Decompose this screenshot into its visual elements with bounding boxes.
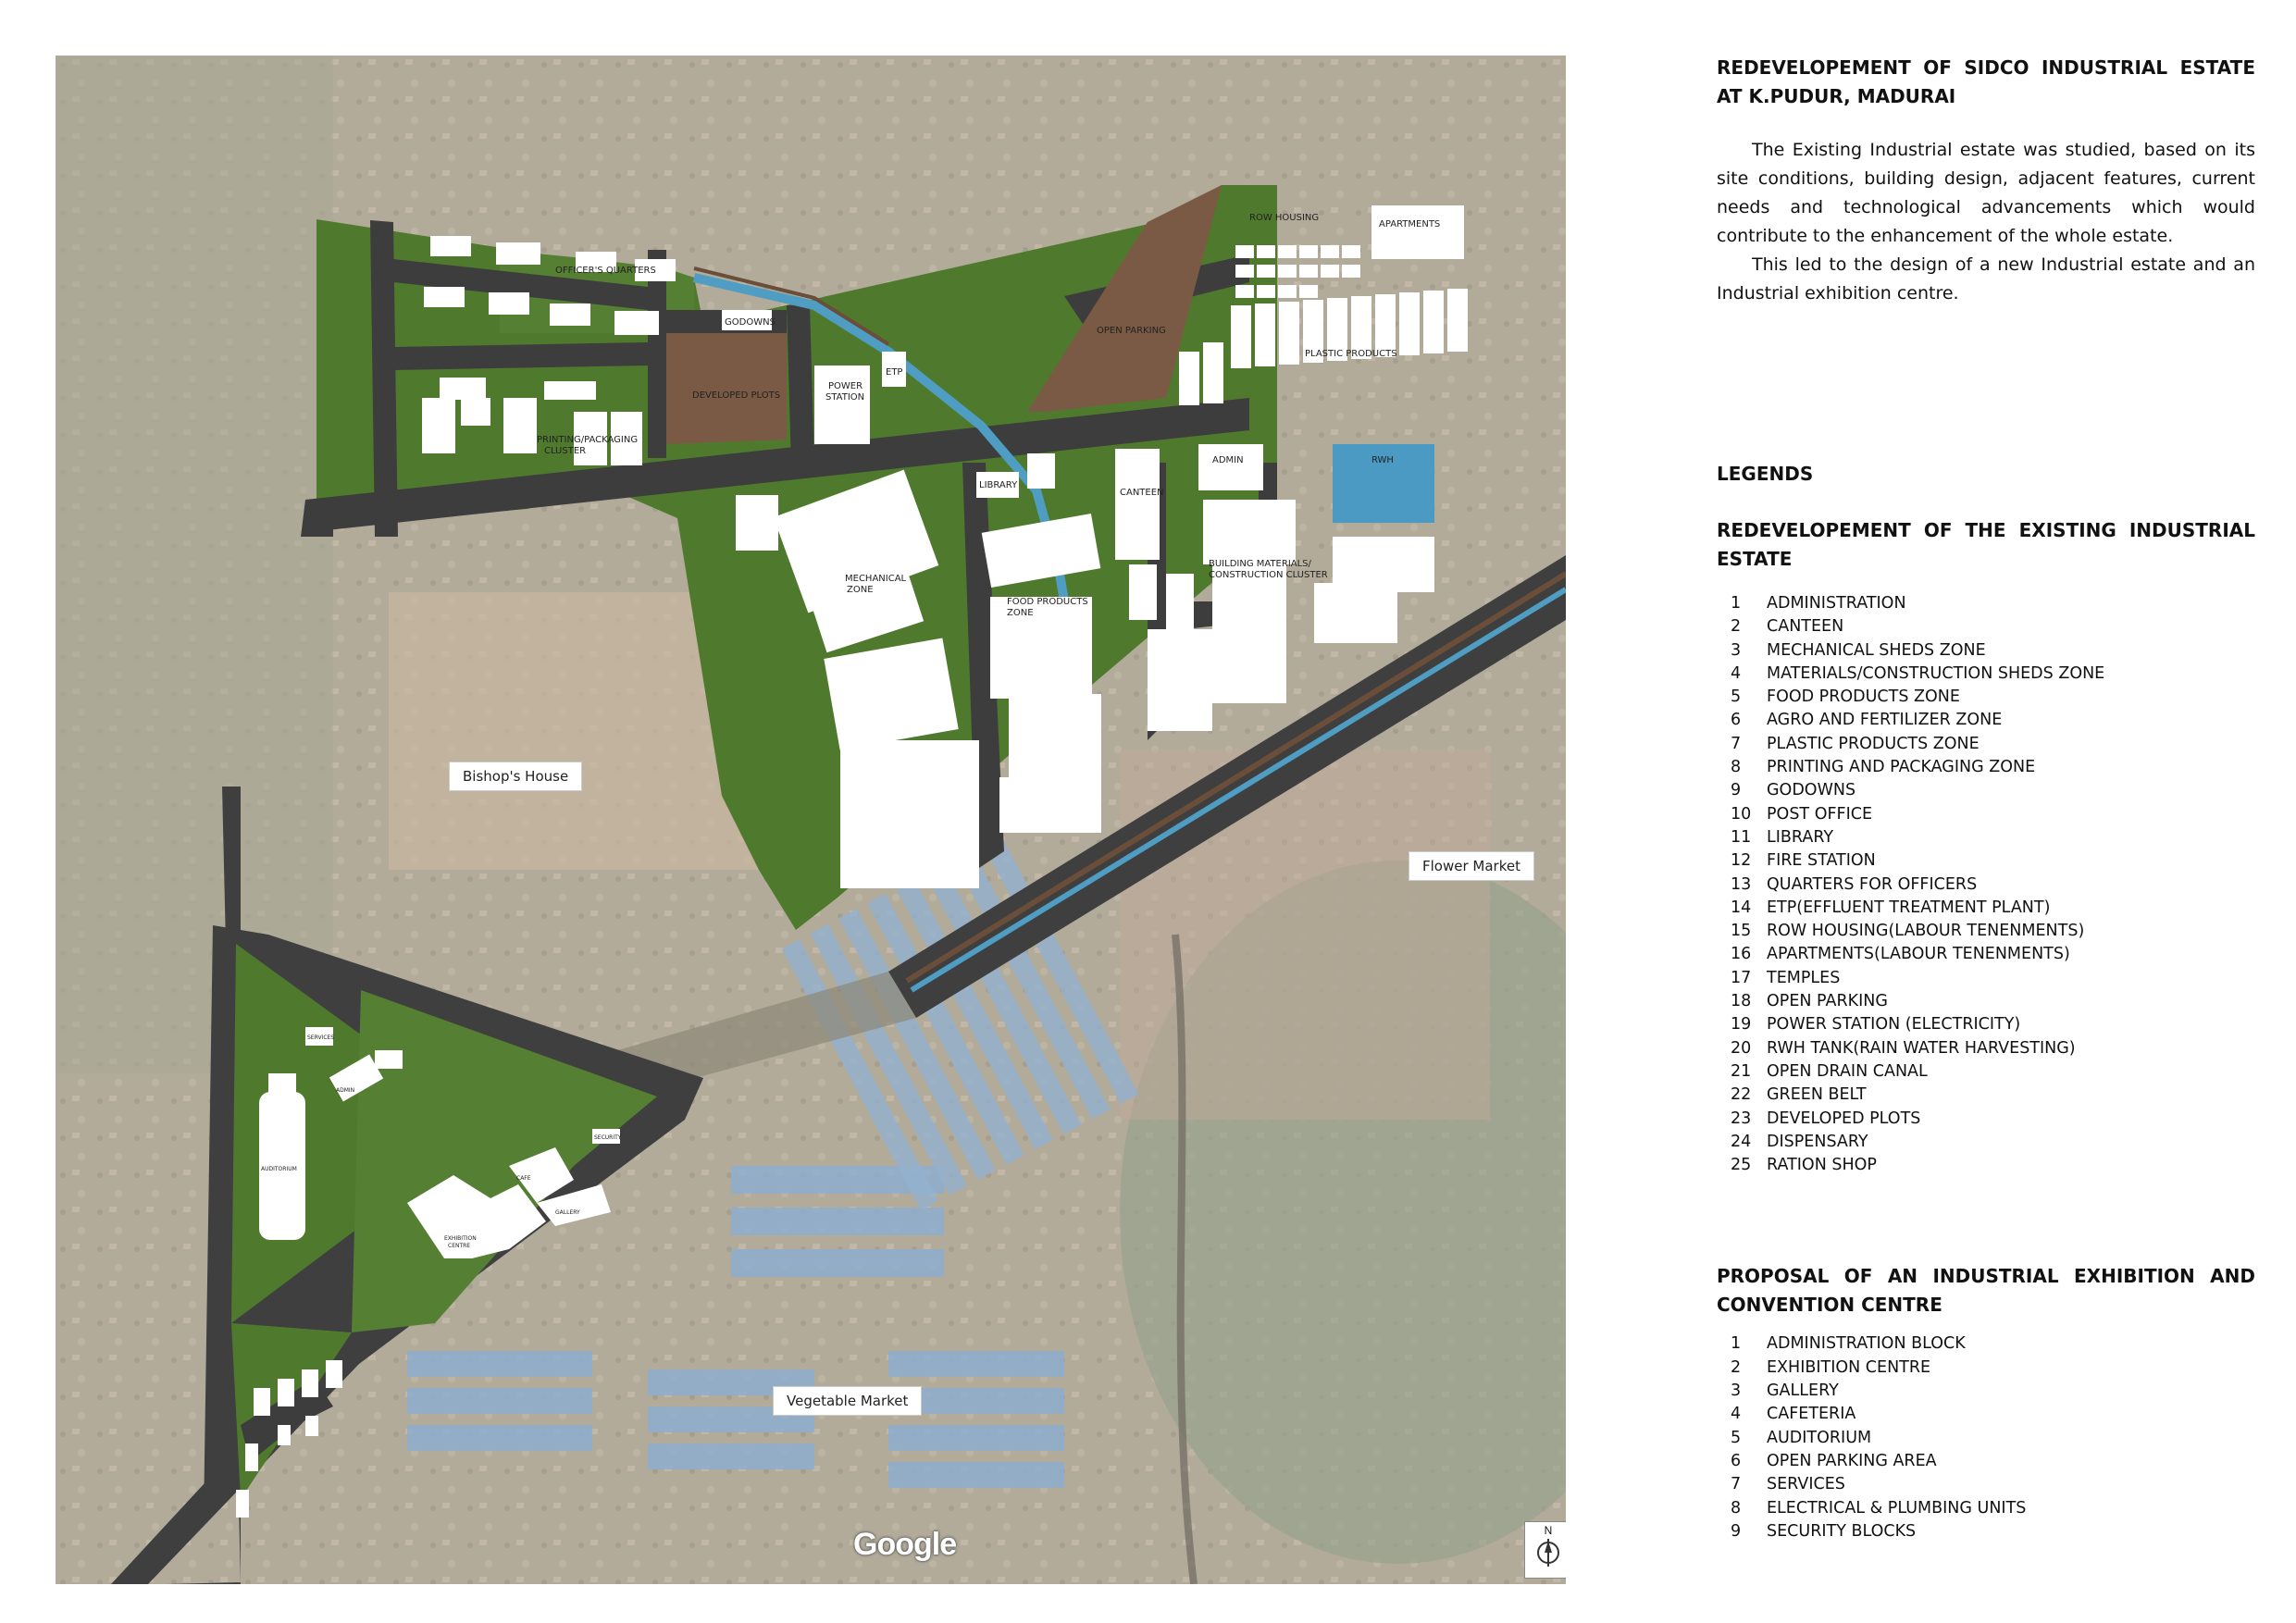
label-security: SECURITY (594, 1134, 622, 1141)
label-mechanical-1: MECHANICAL (845, 574, 907, 584)
legend-item (1731, 779, 2255, 802)
legend-item (1731, 990, 2255, 1013)
legend-item (1731, 1450, 2255, 1473)
label-mechanical-2: ZONE (847, 585, 874, 595)
developed-plots (666, 333, 787, 444)
legend-item (1731, 1108, 2255, 1131)
legend-item-label: AUDITORIUM (1767, 1428, 1872, 1447)
legend-item-number: 23 (1731, 1109, 1752, 1128)
legend-list-exhibition-centre (1717, 1332, 2255, 1543)
legend-item-number: 22 (1731, 1085, 1752, 1105)
legend-item-label: SERVICES (1767, 1475, 1845, 1494)
label-officers-quarters: OFFICER'S QUARTERS (555, 266, 656, 276)
legend-item-label: OPEN PARKING AREA (1767, 1451, 1937, 1470)
legend-item (1731, 733, 2255, 756)
legend-item-label: APARTMENTS(LABOUR TENENMENTS) (1767, 945, 2070, 964)
food-products-sheds (982, 514, 1101, 833)
legend-item-number: 5 (1731, 688, 1742, 707)
legend-item (1731, 1332, 2255, 1356)
legend-item-label: RWH TANK(RAIN WATER HARVESTING) (1767, 1038, 2076, 1058)
legend-item (1731, 920, 2255, 943)
legend-item-label: OPEN PARKING (1767, 992, 1888, 1011)
legend-item (1731, 1357, 2255, 1380)
legend-item (1731, 639, 2255, 663)
legend-item (1731, 686, 2255, 709)
legend-item (1731, 1084, 2255, 1107)
panel-paragraph-2: This led to the design of a new Industrial estate and an Industrial exhibition centre. (1717, 254, 2255, 304)
legend-item-number: 24 (1731, 1132, 1752, 1151)
legend-item-number: 25 (1731, 1156, 1752, 1175)
panel-paragraph-1: The Existing Industrial estate was studied, based on its site conditions, building design, adjacent features, current needs and technological advancements which would contribute to the enhancement of the whole estate. (1717, 140, 2255, 246)
legend-item (1731, 1473, 2255, 1496)
legend-item-number: 20 (1731, 1038, 1752, 1058)
legend-item-number: 8 (1731, 758, 1742, 777)
legend-item-label: OPEN DRAIN CANAL (1767, 1061, 1928, 1081)
legend-item-label: CANTEEN (1767, 617, 1844, 637)
legend-item-number: 7 (1731, 734, 1742, 753)
label-power-station-1: POWER (828, 381, 863, 391)
legend-item-label: PLASTIC PRODUCTS ZONE (1767, 734, 1980, 753)
label-admin: ADMIN (1212, 455, 1244, 465)
legend-item-label: PRINTING AND PACKAGING ZONE (1767, 758, 2036, 777)
legend-item-number: 8 (1731, 1498, 1742, 1518)
legend-item-label: EXHIBITION CENTRE (1767, 1357, 1931, 1377)
legend-item-label: QUARTERS FOR OFFICERS (1767, 874, 1978, 894)
label-open-parking: OPEN PARKING (1097, 326, 1166, 336)
legend-item-number: 1 (1731, 1334, 1742, 1354)
legend-item (1731, 592, 2255, 615)
legend-item-number: 17 (1731, 968, 1752, 987)
label-exhibition-1: EXHIBITION (444, 1235, 477, 1242)
legend-item (1731, 967, 2255, 990)
site-plan-drawing (56, 56, 1566, 1584)
label-developed-plots: DEVELOPED PLOTS (692, 390, 781, 401)
legend-item-number: 4 (1731, 663, 1742, 683)
legend-item (1731, 1060, 2255, 1084)
legend-item-label: ROW HOUSING(LABOUR TENENMENTS) (1767, 922, 2085, 941)
legend-item-label: MATERIALS/CONSTRUCTION SHEDS ZONE (1767, 663, 2105, 683)
legend-item (1731, 1013, 2255, 1036)
services-block-2 (375, 1050, 403, 1069)
legend-item (1731, 897, 2255, 920)
legend-item-number: 4 (1731, 1405, 1742, 1424)
label-building-materials-2: CONSTRUCTION CLUSTER (1209, 570, 1328, 580)
label-services: SERVICES (307, 1035, 335, 1041)
legend-item (1731, 663, 2255, 686)
estate-road-printing (393, 342, 648, 370)
google-watermark: Google (853, 1527, 957, 1562)
library-annex (1027, 453, 1055, 489)
legend-item-number: 9 (1731, 781, 1742, 800)
label-godowns: GODOWNS (725, 317, 776, 328)
legend-item-label: RATION SHOP (1767, 1156, 1877, 1175)
label-printing-1: PRINTING/PACKAGING (537, 435, 639, 445)
label-cafe: CAFE (516, 1175, 531, 1182)
legend-item-label: TEMPLES (1767, 968, 1841, 987)
label-apartments: APARTMENTS (1379, 219, 1441, 229)
legend-item-label: ETP(EFFLUENT TREATMENT PLANT) (1767, 898, 2051, 917)
legend-item (1731, 1520, 2255, 1543)
legend-item (1731, 1131, 2255, 1154)
label-bishops-house: Bishop's House (449, 762, 582, 791)
legend-item-number: 15 (1731, 922, 1752, 941)
legend-item-label: FOOD PRODUCTS ZONE (1767, 688, 1960, 707)
section-existing-estate-heading: REDEVELOPEMENT OF THE EXISTING INDUSTRIAL ESTATE (1717, 519, 2255, 570)
legend-item (1731, 756, 2255, 779)
label-food-1: FOOD PRODUCTS (1007, 597, 1088, 607)
aerial-left-area (56, 56, 333, 1073)
label-exhibition-2: CENTRE (448, 1243, 471, 1249)
power-station-building (814, 365, 870, 444)
legend-item-number: 18 (1731, 992, 1752, 1011)
legend-item-number: 19 (1731, 1015, 1752, 1035)
legend-item (1731, 1154, 2255, 1177)
label-plastic-products: PLASTIC PRODUCTS (1305, 349, 1397, 359)
legend-item-number: 16 (1731, 945, 1752, 964)
legend-item-label: AGRO AND FERTILIZER ZONE (1767, 711, 2003, 730)
legend-item (1731, 943, 2255, 966)
panel-title: REDEVELOPEMENT OF SIDCO INDUSTRIAL ESTATE AT K.PUDUR, MADURAI (1717, 56, 2255, 107)
legend-item-number: 11 (1731, 827, 1752, 847)
legend-item-label: CAFETERIA (1767, 1405, 1856, 1424)
legend-item-number: 2 (1731, 617, 1742, 637)
legend-item-number: 3 (1731, 1381, 1742, 1401)
north-arrow-icon (1534, 1537, 1562, 1568)
auditorium-entry (268, 1073, 296, 1101)
legend-item-number: 10 (1731, 804, 1752, 824)
legend-item-label: POST OFFICE (1767, 804, 1873, 824)
legend-item-label: DISPENSARY (1767, 1132, 1868, 1151)
legend-item-number: 2 (1731, 1357, 1742, 1377)
legend-item-label: ADMINISTRATION (1767, 594, 1906, 613)
legend-item-number: 9 (1731, 1521, 1742, 1541)
legend-item (1731, 709, 2255, 732)
legend-item-label: GALLERY (1767, 1381, 1839, 1401)
legend-item (1731, 1497, 2255, 1520)
label-rwh: RWH (1371, 455, 1394, 465)
north-label: N (1544, 1524, 1553, 1537)
estate-road-power (787, 305, 814, 467)
label-admin-small: ADMIN (336, 1087, 355, 1094)
legend-item (1731, 1403, 2255, 1426)
label-etp: ETP (886, 367, 903, 378)
legends-heading: LEGENDS (1717, 463, 1814, 485)
section-exhibition-centre-heading: PROPOSAL OF AN INDUSTRIAL EXHIBITION AND CONVENTION CENTRE (1717, 1265, 2255, 1317)
legend-item-number: 1 (1731, 594, 1742, 613)
legend-item-label: SECURITY BLOCKS (1767, 1521, 1917, 1541)
label-power-station-2: STATION (825, 392, 865, 403)
legend-item-label: FIRE STATION (1767, 851, 1876, 871)
legend-item (1731, 803, 2255, 826)
legend-item-label: DEVELOPED PLOTS (1767, 1109, 1921, 1128)
legend-item (1731, 615, 2255, 638)
label-gallery: GALLERY (555, 1209, 580, 1216)
legend-item-label: ELECTRICAL & PLUMBING UNITS (1767, 1498, 2027, 1518)
legend-item-number: 7 (1731, 1475, 1742, 1494)
label-auditorium: AUDITORIUM (261, 1166, 297, 1172)
legend-item (1731, 1037, 2255, 1060)
legend-item (1731, 849, 2255, 873)
site-plan-map (56, 56, 1566, 1584)
north-arrow (1524, 1521, 1566, 1579)
legend-item-number: 12 (1731, 851, 1752, 871)
legend-item-label: ADMINISTRATION BLOCK (1767, 1334, 1966, 1354)
legend-item-number: 21 (1731, 1061, 1752, 1081)
description-panel (1717, 54, 2255, 1543)
legend-item (1731, 1427, 2255, 1450)
legend-item-label: GODOWNS (1767, 781, 1856, 800)
label-food-2: ZONE (1007, 608, 1034, 618)
label-flower-market: Flower Market (1409, 851, 1534, 881)
legend-item-label: LIBRARY (1767, 827, 1834, 847)
legend-item-number: 14 (1731, 898, 1752, 917)
canteen-building (1115, 449, 1160, 560)
legend-item-number: 5 (1731, 1428, 1742, 1447)
label-vegetable-market: Vegetable Market (773, 1386, 922, 1416)
label-canteen: CANTEEN (1120, 488, 1164, 498)
legend-item-number: 6 (1731, 1451, 1742, 1470)
label-library: LIBRARY (979, 480, 1018, 490)
legend-list-existing-estate (1717, 592, 2255, 1177)
legend-item-label: GREEN BELT (1767, 1085, 1867, 1105)
legend-item-number: 13 (1731, 874, 1752, 894)
legend-item-label: MECHANICAL SHEDS ZONE (1767, 640, 1986, 660)
legend-item-number: 3 (1731, 640, 1742, 660)
legend-item (1731, 1380, 2255, 1403)
legend-item (1731, 826, 2255, 849)
label-building-materials-1: BUILDING MATERIALS/ (1209, 559, 1311, 569)
legend-item (1731, 873, 2255, 897)
admin-building (1198, 444, 1263, 490)
estate-road-stub (301, 500, 333, 537)
legend-item-label: POWER STATION (ELECTRICITY) (1767, 1015, 2021, 1035)
legend-item-number: 6 (1731, 711, 1742, 730)
apartments-building (1371, 205, 1464, 259)
label-printing-2: CLUSTER (544, 446, 587, 456)
label-row-housing: ROW HOUSING (1249, 213, 1320, 223)
